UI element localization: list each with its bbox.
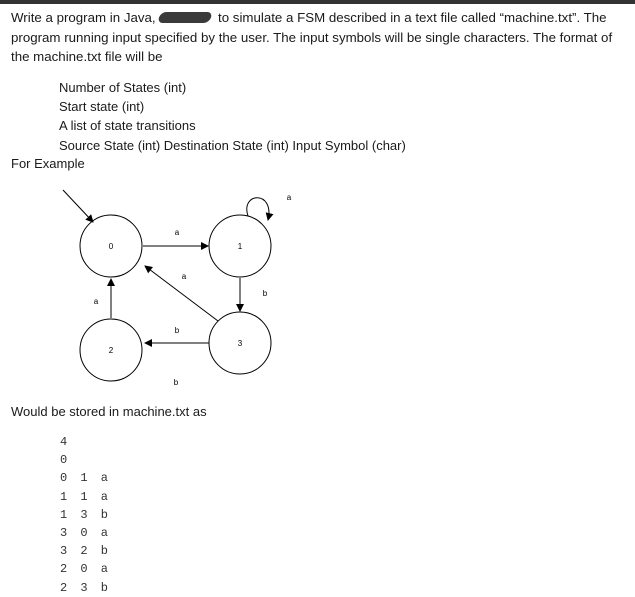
file-line: 0 [60,453,71,468]
file-line: 3 0 a [60,526,112,541]
example-label: For Example [11,156,85,171]
state-2-label: 2 [108,346,114,355]
edge-3-2-label: b [174,326,180,335]
state-1-label: 1 [237,242,243,251]
state-0-label: 0 [108,242,114,251]
intro-paragraph [11,8,631,67]
edge-3-0-label: a [181,272,187,281]
spec-transition-format: Source State (int) Destination State (int) Input Symbol (char) [59,138,406,153]
spec-num-states: Number of States (int) [59,80,187,95]
file-line: 1 1 a [60,489,112,504]
spec-start-state: Start state (int) [59,99,145,114]
intro-text-1: Write a program in Java, [11,10,156,25]
edge-2-0-label: a [93,297,99,306]
file-line: 0 1 a [60,471,112,486]
start-arrow [63,190,93,222]
file-line: 2 3 b [60,580,112,595]
edge-1-3-label: b [262,289,268,298]
intro-text-2: to simulate a FSM described in a text file called “machine.txt”. The program running input specified by the user. The input symbols will be single characters. The format of the machine.txt file will be [11,10,613,64]
edge-1-1-label: a [286,193,292,202]
stored-label: Would be stored in machine.txt as [11,404,207,419]
state-3-label: 3 [237,339,243,348]
fsm-diagram [0,170,635,400]
file-line: 2 0 a [60,562,112,577]
file-line: 4 [60,435,71,449]
redacted-scribble [158,12,214,23]
file-contents [60,433,111,597]
file-line: 1 3 b [60,507,112,522]
edge-0-1-label: a [174,228,180,237]
edge-2-3-label: b [173,378,179,387]
file-line: 3 2 b [60,544,112,559]
spec-transitions: A list of state transitions [59,118,196,133]
top-border [0,0,635,4]
